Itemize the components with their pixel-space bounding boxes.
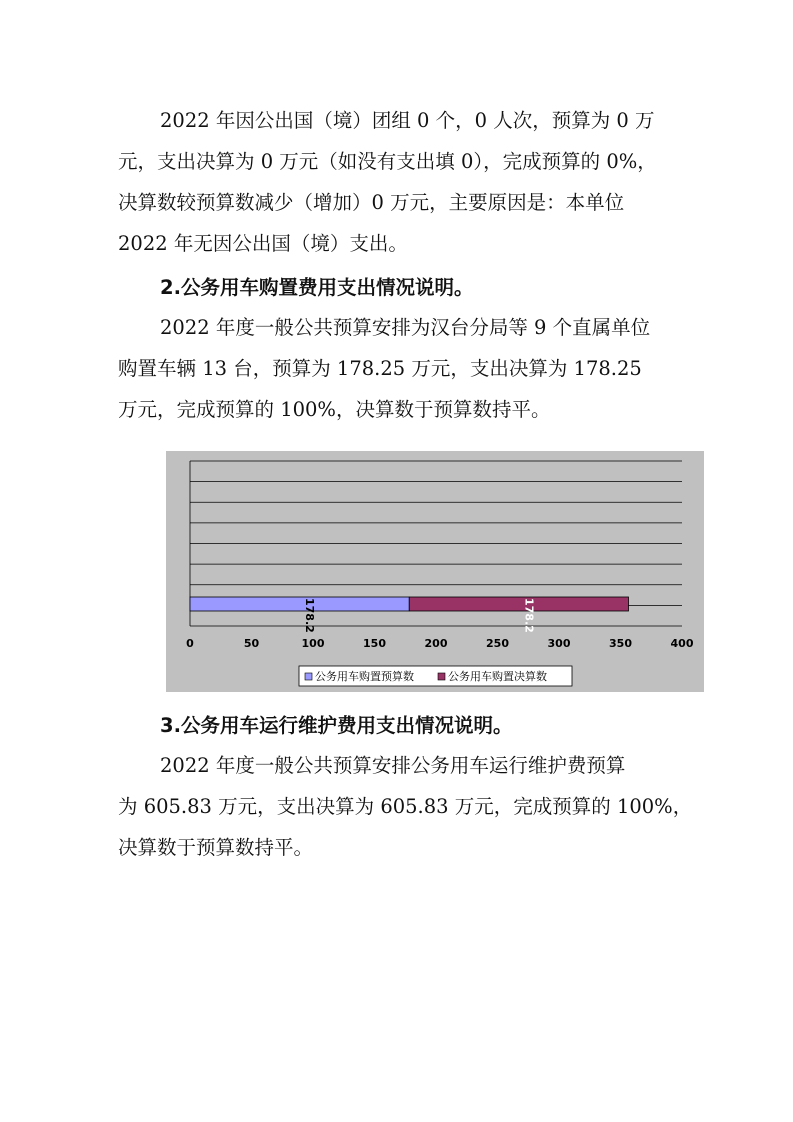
paragraph-line: 2022 年因公出国（境）团组 0 个，0 人次，预算为 0 万: [160, 109, 655, 132]
x-tick-label: 200: [424, 637, 448, 650]
section-heading-vehicle-maintenance: 3.公务用车运行维护费用支出情况说明。: [160, 714, 513, 737]
legend: [299, 666, 572, 686]
x-tick-label: 50: [243, 637, 260, 650]
paragraph-line: 元，支出决算为 0 万元（如没有支出填 0），完成预算的 0%，: [118, 150, 657, 173]
paragraph-vehicle-purchase: [118, 307, 678, 430]
paragraph-line: 购置车辆 13 台，预算为 178.25 万元，支出决算为 178.25: [118, 357, 642, 380]
paragraph-line: 为 605.83 万元，支出决算为 605.83 万元，完成预算的 100%，: [118, 795, 693, 818]
bar-data-label: 178.2: [522, 598, 536, 633]
legend-label-actual: 公务用车购置决算数: [448, 670, 547, 683]
legend-swatch-actual: [438, 673, 445, 680]
paragraph-line: 决算数较预算数减少（增加）0 万元，主要原因是：本单位: [118, 191, 625, 214]
x-tick-label: 300: [547, 637, 571, 650]
paragraph-line: 万元，完成预算的 100%，决算数于预算数持平。: [118, 398, 551, 421]
paragraph-line: 决算数于预算数持平。: [118, 836, 314, 859]
x-tick-label: 0: [186, 637, 194, 650]
x-tick-label: 100: [301, 637, 325, 650]
paragraph-line: 2022 年度一般公共预算安排为汉台分局等 9 个直属单位: [160, 316, 651, 339]
legend-label-budget: 公务用车购置预算数: [315, 670, 414, 683]
bar-segment: [409, 597, 628, 611]
legend-swatch-budget: [305, 673, 312, 680]
section-heading-vehicle-purchase: 2.公务用车购置费用支出情况说明。: [160, 276, 474, 299]
x-tick-label: 150: [363, 637, 386, 650]
bar-data-label: 178.2: [303, 598, 317, 633]
paragraph-line: 2022 年无因公出国（境）支出。: [118, 232, 408, 255]
x-tick-label: 400: [670, 637, 694, 650]
paragraph-outbound-travel: [118, 100, 678, 264]
chart-svg: [166, 451, 704, 692]
x-tick-label: 250: [486, 637, 509, 650]
paragraph-vehicle-maintenance: [118, 745, 693, 868]
paragraph-line: 2022 年度一般公共预算安排公务用车运行维护费预算: [160, 754, 626, 777]
vehicle-purchase-chart: [166, 451, 704, 692]
x-tick-label: 350: [609, 637, 632, 650]
bar-segment: [190, 597, 409, 611]
x-axis-tick-labels: [186, 637, 694, 650]
